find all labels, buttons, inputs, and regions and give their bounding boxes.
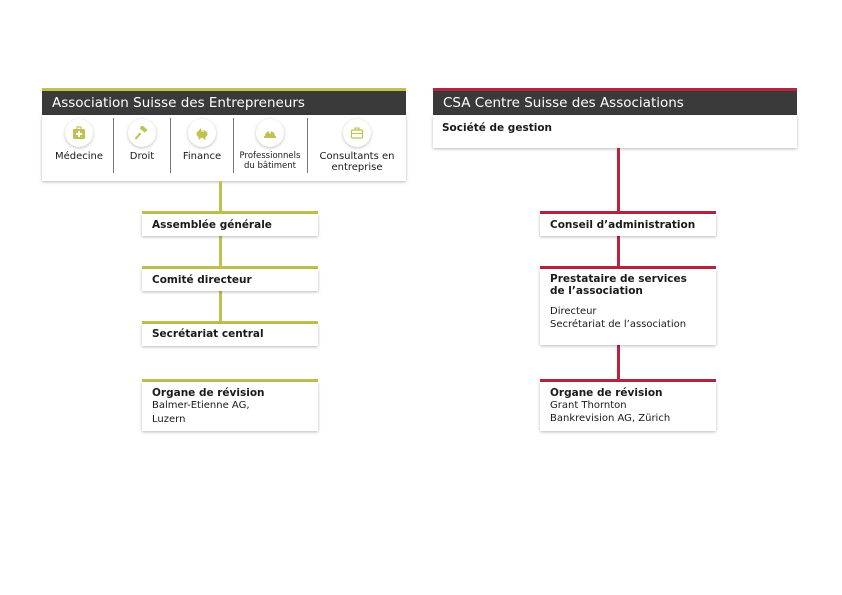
box-line: Bankrevision AG, Zürich bbox=[550, 413, 671, 424]
box-comite-directeur bbox=[142, 269, 318, 291]
box-organe-revision-right bbox=[540, 382, 716, 431]
connector-line bbox=[219, 291, 222, 322]
connector-line bbox=[219, 181, 222, 212]
first-aid-kit-icon bbox=[65, 119, 93, 147]
box-line: Directeur bbox=[550, 306, 597, 317]
category-droit bbox=[114, 115, 170, 175]
box-prestataire-services bbox=[540, 269, 716, 345]
category-professionnels bbox=[234, 115, 306, 175]
right-org-title: CSA Centre Suisse des Associations bbox=[433, 91, 797, 115]
box-assemblee-generale bbox=[142, 214, 318, 236]
gavel-icon bbox=[128, 119, 156, 147]
category-consultants bbox=[308, 115, 406, 175]
connector-line bbox=[219, 236, 222, 267]
box-organe-revision-left bbox=[142, 382, 318, 431]
box-line: Secrétariat de l’association bbox=[550, 319, 687, 330]
box-line: Balmer-Etienne AG, bbox=[152, 400, 250, 411]
box-title: Comité directeur bbox=[152, 274, 252, 286]
left-org-title: Association Suisse des Entrepreneurs bbox=[42, 91, 406, 115]
right-subtitle-panel bbox=[433, 115, 797, 148]
box-secretariat-central bbox=[142, 324, 318, 346]
category-label: Professionnels du bâtiment bbox=[239, 151, 301, 171]
box-title: Organe de révision bbox=[550, 387, 663, 399]
right-org-subtitle: Société de gestion bbox=[442, 122, 553, 134]
box-conseil-administration bbox=[540, 214, 716, 236]
briefcase-icon bbox=[343, 119, 371, 147]
category-label: Consultants en entreprise bbox=[319, 151, 395, 173]
category-label: Droit bbox=[129, 151, 155, 162]
hard-hat-icon bbox=[256, 119, 284, 147]
category-label: Finance bbox=[182, 151, 222, 162]
connector-line bbox=[617, 148, 620, 212]
connector-line bbox=[617, 345, 620, 380]
box-title: Secrétariat central bbox=[152, 328, 264, 340]
category-label: Médecine bbox=[54, 151, 104, 162]
box-title: Prestataire de services de l’association bbox=[550, 273, 687, 297]
category-medecine bbox=[46, 115, 112, 175]
box-title: Assemblée générale bbox=[152, 219, 272, 231]
box-line: Luzern bbox=[152, 414, 186, 425]
left-categories-panel bbox=[42, 115, 406, 181]
piggy-bank-icon bbox=[188, 119, 216, 147]
category-finance bbox=[171, 115, 233, 175]
connector-line bbox=[617, 236, 620, 267]
box-title: Organe de révision bbox=[152, 387, 265, 399]
box-line: Grant Thornton bbox=[550, 400, 627, 411]
box-title: Conseil d’administration bbox=[550, 219, 696, 231]
